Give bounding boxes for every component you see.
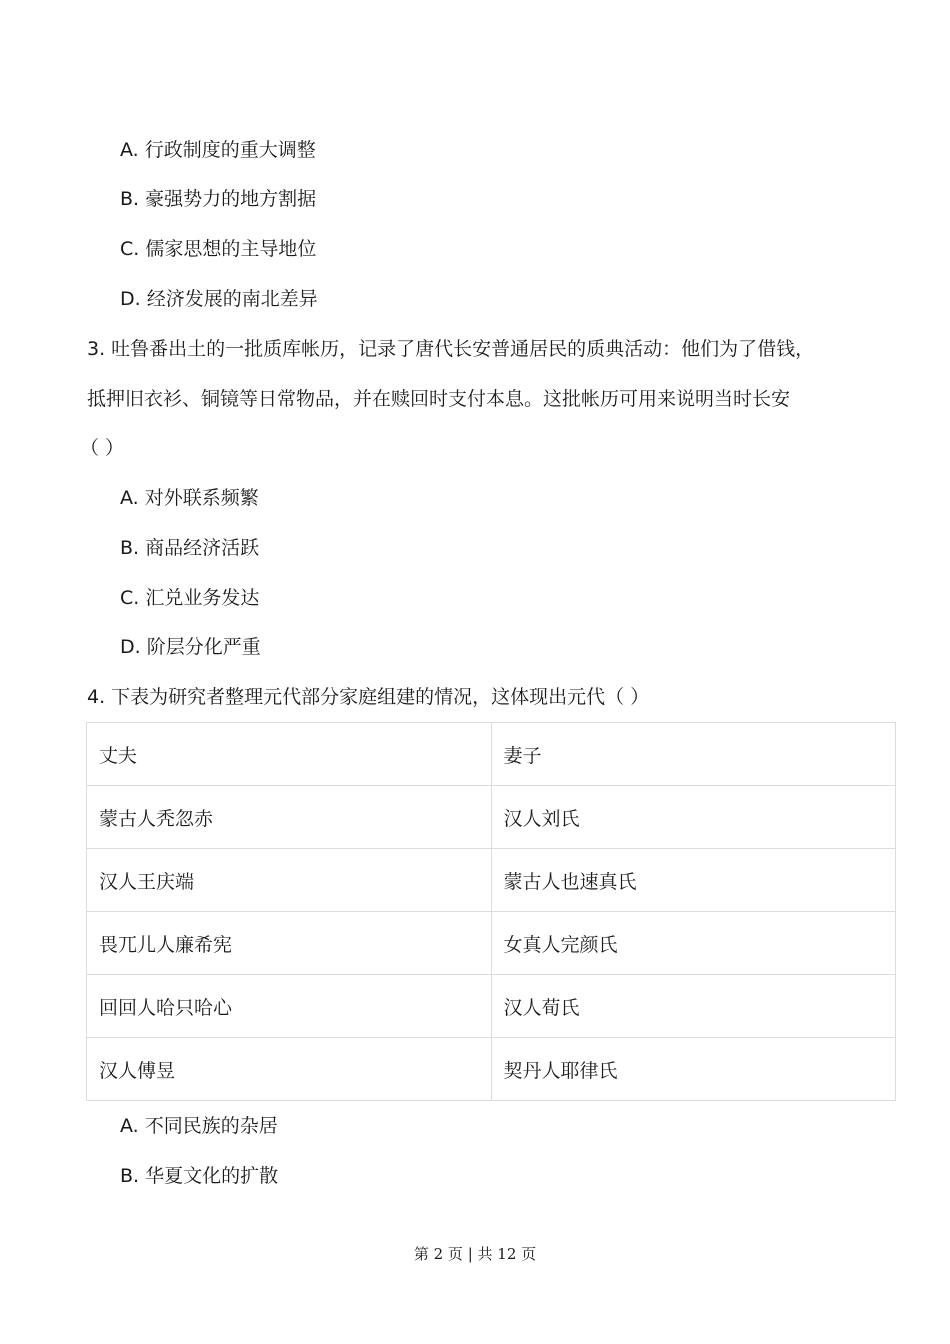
cell-wife: 汉人刘氏 — [491, 786, 896, 849]
table-row — [87, 1038, 896, 1101]
table-row — [87, 912, 896, 975]
q3-option-b: B. 商品经济活跃 — [120, 537, 260, 559]
q3-answer-blank: （ ） — [80, 437, 125, 459]
q3-stem-line-2: 抵押旧衣衫、铜镜等日常物品，并在赎回时支付本息。这批帐历可用来说明当时长安 — [87, 388, 791, 410]
cell-husband: 汉人傅昱 — [87, 1038, 492, 1101]
q2-option-c: C. 儒家思想的主导地位 — [120, 238, 317, 260]
q3-option-a: A. 对外联系频繁 — [120, 487, 259, 509]
page-footer: 第 2 页 | 共 12 页 — [413, 1245, 537, 1263]
q3-stem-line-1: 3. 吐鲁番出土的一批质库帐历，记录了唐代长安普通居民的质典活动：他们为了借钱， — [87, 338, 815, 360]
cell-husband: 回回人哈只哈心 — [87, 975, 492, 1038]
q4-option-b: B. 华夏文化的扩散 — [120, 1165, 279, 1187]
cell-husband: 汉人王庆端 — [87, 849, 492, 912]
q4-stem: 4. 下表为研究者整理元代部分家庭组建的情况，这体现出元代（ ） — [87, 686, 650, 708]
marriage-table — [86, 722, 896, 1101]
cell-wife: 蒙古人也速真氏 — [491, 849, 896, 912]
table-row — [87, 786, 896, 849]
cell-wife: 契丹人耶律氏 — [491, 1038, 896, 1101]
header-wife: 妻子 — [491, 723, 896, 786]
table-header-row — [87, 723, 896, 786]
cell-wife: 汉人荀氏 — [491, 975, 896, 1038]
table-row — [87, 849, 896, 912]
q2-option-a: A. 行政制度的重大调整 — [120, 139, 316, 161]
header-husband: 丈夫 — [87, 723, 492, 786]
cell-wife: 女真人完颜氏 — [491, 912, 896, 975]
q3-option-c: C. 汇兑业务发达 — [120, 587, 260, 609]
cell-husband: 畏兀儿人廉希宪 — [87, 912, 492, 975]
q4-option-a: A. 不同民族的杂居 — [120, 1115, 278, 1137]
q3-option-d: D. 阶层分化严重 — [120, 636, 261, 658]
table-row — [87, 975, 896, 1038]
q2-option-b: B. 豪强势力的地方割据 — [120, 188, 317, 210]
cell-husband: 蒙古人秃忽赤 — [87, 786, 492, 849]
q2-option-d: D. 经济发展的南北差异 — [120, 288, 318, 310]
